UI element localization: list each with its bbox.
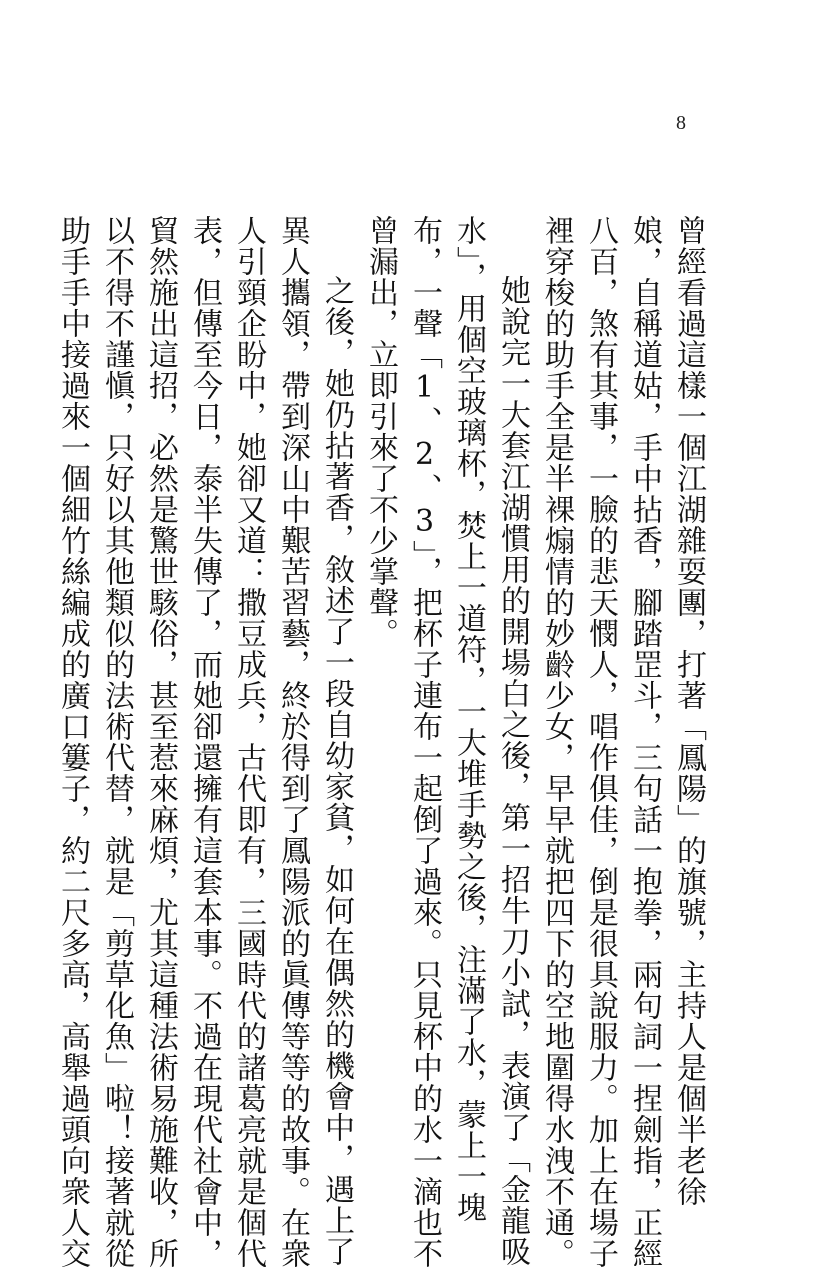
text-line: 人引頸企盼中，她卻又道：撒豆成兵，古代即有，三國時代的諸葛亮就是個代 [231, 215, 266, 1269]
text-line: 以不得不謹愼，只好以其他類似的法術代替，就是「剪草化魚」啦！接著就從 [99, 215, 134, 1269]
text-line: 之後，她仍拈著香，敘述了一段自幼家貧，如何在偶然的機會中，遇上了 [319, 275, 354, 1267]
text-line: 助手手中接過來一個細竹絲編成的廣口簍子，約二尺多高，高舉過頭向衆人交 [55, 215, 90, 1269]
text-line: 表，但傳至今日，泰半失傳了，而她卻還擁有這套本事。不過在現代社會中， [187, 215, 222, 1269]
text-line: 她說完一大套江湖慣用的開場白之後，第一招牛刀小試，表演了「金龍吸 [495, 275, 530, 1267]
text-line: 曾經看過這樣一個江湖雜耍團，打著「鳳陽」的旗號，主持人是個半老徐 [671, 215, 706, 1207]
page-number: 8 [676, 112, 686, 134]
vertical-text-body [55, 215, 710, 1269]
text-line: 曾漏出，立即引來了不少掌聲。 [363, 215, 398, 649]
text-line: 水」，用個空玻璃杯，焚上一道符，一大堆手勢之後，注滿了水，蒙上一塊 [451, 215, 486, 1223]
text-line: 裡穿梭的助手全是半裸煽情的妙齡少女，早早就把四下的空地圍得水洩不通。 [539, 215, 574, 1269]
text-line: 娘，自稱道姑，手中拈香，腳踏罡斗，三句話一抱拳，兩句詞一捏劍指，正經 [627, 215, 662, 1269]
text-line: 異人攜領，帶到深山中艱苦習藝，終於得到了鳳陽派的眞傳等等的故事。在衆 [275, 215, 310, 1269]
text-line: 貿然施出這招，必然是驚世駭俗，甚至惹來麻煩，尤其這種法術易施難收，所 [143, 215, 178, 1269]
text-line: 布，一聲「1、2、3」，把杯子連布一起倒了過來。只見杯中的水一滴也不 [407, 215, 442, 1269]
text-line: 八百，煞有其事，一臉的悲天憫人，唱作俱佳，倒是很具說服力。加上在場子 [583, 215, 618, 1269]
